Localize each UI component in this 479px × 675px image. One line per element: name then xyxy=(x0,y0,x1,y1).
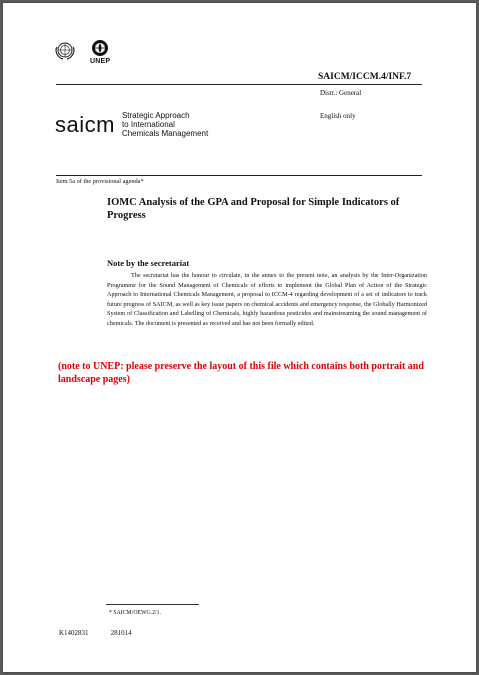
distribution-label: Distr.: General xyxy=(320,89,362,97)
job-number: K1402831 xyxy=(59,629,89,637)
note-body: The secretariat has the honour to circulate, in the annex to the present note, an analysis by the Inter-Organization Programme for the Sound Management of Chemicals of efforts to implement the Global Plan of Action of the Strategic Approach to International Chemicals Management, a proposal to ICCM-4 regarding development of a set of indicators to track future progress of SAICM, as well as key issue papers on chemical accidents and emergency response, the Globally Harmonized System of Classification and Labelling of Chemicals, highly hazardous pesticides and mainstreaming the sound management of chemicals. The document is presented as received and has not been formally edited. xyxy=(107,272,427,327)
saicm-tagline-line3: Chemicals Management xyxy=(121,129,209,138)
job-info xyxy=(59,629,132,637)
saicm-tagline-line2: to International xyxy=(121,120,175,129)
saicm-tagline-line1: Strategic Approach xyxy=(121,111,190,120)
unep-emblem-icon xyxy=(90,39,110,65)
document-symbol: SAICM/ICCM.4/INF.7 xyxy=(318,72,412,82)
un-emblem-icon xyxy=(54,39,76,61)
saicm-tagline xyxy=(122,111,208,138)
footnote-divider xyxy=(106,604,199,605)
agenda-item: Item 5a of the provisional agenda* xyxy=(56,178,144,185)
layout-note: (note to UNEP: please preserve the layout of this file which contains both portrait and landscape pages) xyxy=(58,361,424,385)
date-code: 281014 xyxy=(110,629,132,637)
document-title: IOMC Analysis of the GPA and Proposal for Simple Indicators of Progress xyxy=(107,197,400,221)
saicm-logo xyxy=(55,111,208,138)
saicm-wordmark: saicm xyxy=(55,111,115,137)
footnote: * SAICM/OEWG.2/1. xyxy=(109,610,162,616)
header-divider xyxy=(56,84,422,85)
language-label: English only xyxy=(320,112,356,120)
header-logos xyxy=(54,39,110,65)
unep-label: UNEP xyxy=(90,58,111,65)
note-heading: Note by the secretariat xyxy=(107,258,190,268)
document-page xyxy=(3,3,476,672)
section-divider xyxy=(56,175,422,176)
